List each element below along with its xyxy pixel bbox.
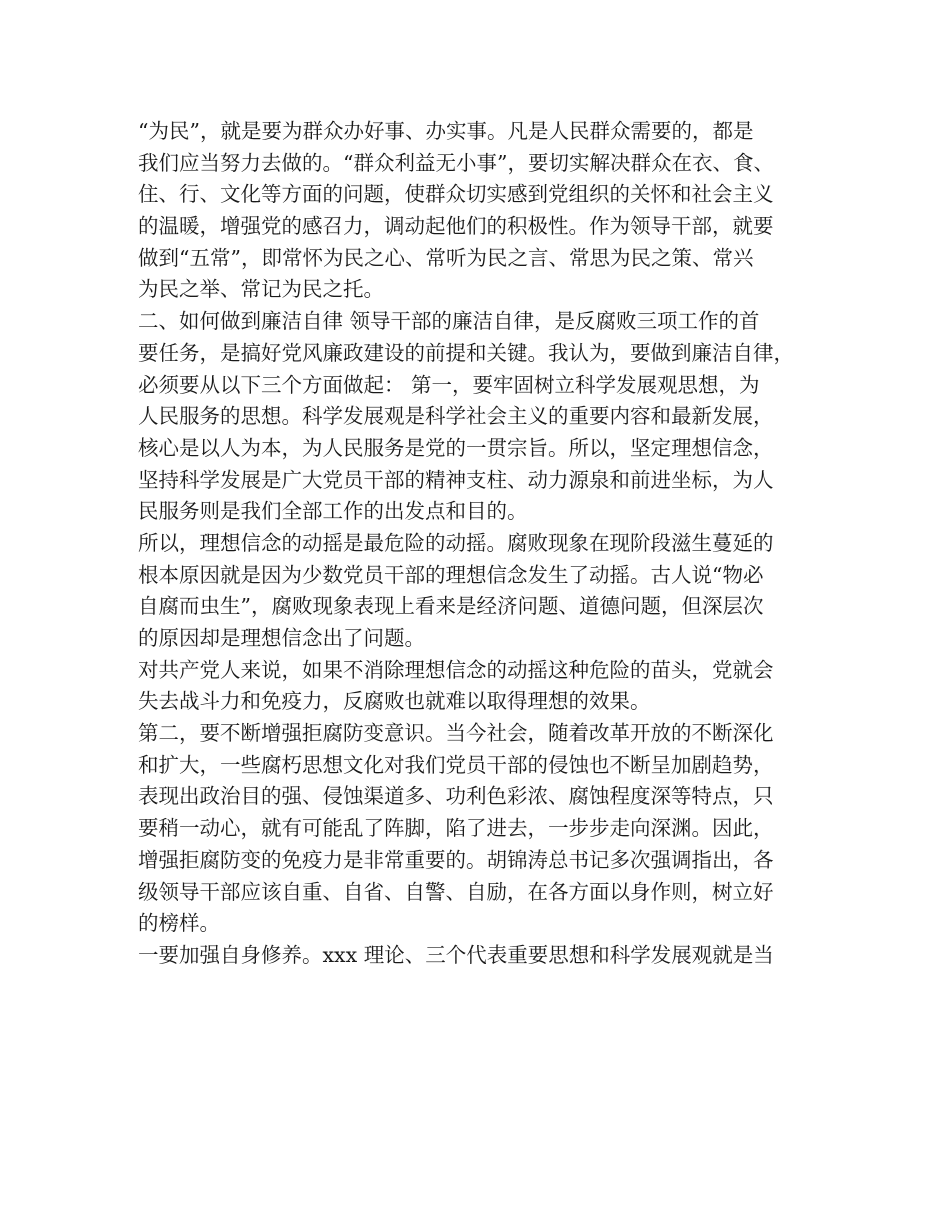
- text-line: 自腐而虫生”，腐败现象表现上看来是经济问题、道德问题，但深层次: [138, 594, 764, 619]
- text-line: 为民之举、常记为民之托。: [138, 277, 384, 302]
- text-line: “为民”，就是要为群众办好事、办实事。凡是人民群众需要的，都是: [138, 119, 754, 143]
- document-body: [138, 116, 818, 972]
- text-line: 做到“五常”，即常怀为民之心、常听为民之言、常思为民之策、常兴: [138, 245, 754, 270]
- text-line: 一要加强自身修养。xxx 理论、三个代表重要思想和科学发展观就是当: [138, 942, 774, 967]
- text-line: 坚持科学发展是广大党员干部的精神支柱、动力源泉和前进坐标，为人: [138, 467, 774, 492]
- text-line: 民服务则是我们全部工作的出发点和目的。: [138, 499, 528, 524]
- text-line: 我们应当努力去做的。“群众利益无小事”，要切实解决群众在衣、食、: [138, 150, 774, 175]
- text-line: 对共产党人来说，如果不消除理想信念的动摇这种危险的苗头，党就会: [138, 657, 774, 682]
- text-line: 和扩大，一些腐朽思想文化对我们党员干部的侵蚀也不断呈加剧趋势，: [138, 752, 774, 777]
- text-line: 第二，要不断增强拒腐防变意识。当今社会，随着改革开放的不断深化: [138, 721, 774, 746]
- text-line: 级领导干部应该自重、自省、自警、自励，在各方面以身作则，树立好: [138, 879, 774, 904]
- text-line: 必须要从以下三个方面做起： 第一，要牢固树立科学发展观思想，为: [138, 372, 760, 397]
- text-line: 人民服务的思想。科学发展观是科学社会主义的重要内容和最新发展，: [138, 404, 774, 429]
- text-line: 所以，理想信念的动摇是最危险的动摇。腐败现象在现阶段滋生蔓延的: [138, 530, 774, 555]
- text-line: 的温暖，增强党的感召力，调动起他们的积极性。作为领导干部，就要: [138, 214, 774, 239]
- text-line: 住、行、文化等方面的问题，使群众切实感到党组织的关怀和社会主义: [138, 182, 774, 207]
- text-line: 根本原因就是因为少数党员干部的理想信念发生了动摇。古人说“物必: [138, 562, 764, 587]
- text-line: 增强拒腐防变的免疫力是非常重要的。胡锦涛总书记多次强调指出，各: [138, 847, 774, 872]
- text-line: 表现出政治目的强、侵蚀渠道多、功利色彩浓、腐蚀程度深等特点，只: [138, 784, 774, 809]
- text-line: 的原因却是理想信念出了问题。: [138, 626, 425, 650]
- text-line: 失去战斗力和免疫力，反腐败也就难以取得理想的效果。: [138, 689, 651, 714]
- text-line: 二、如何做到廉洁自律 领导干部的廉洁自律，是反腐败三项工作的首: [138, 309, 760, 334]
- text-line: 的榜样。: [138, 911, 220, 936]
- text-line: 要稍一动心，就有可能乱了阵脚，陷了进去，一步步走向深渊。因此，: [138, 816, 774, 841]
- text-line: 要任务，是搞好党风廉政建设的前提和关键。我认为，要做到廉洁自律，: [138, 340, 794, 365]
- text-line: 核心是以人为本，为人民服务是党的一贯宗旨。所以，坚定理想信念，: [138, 435, 774, 460]
